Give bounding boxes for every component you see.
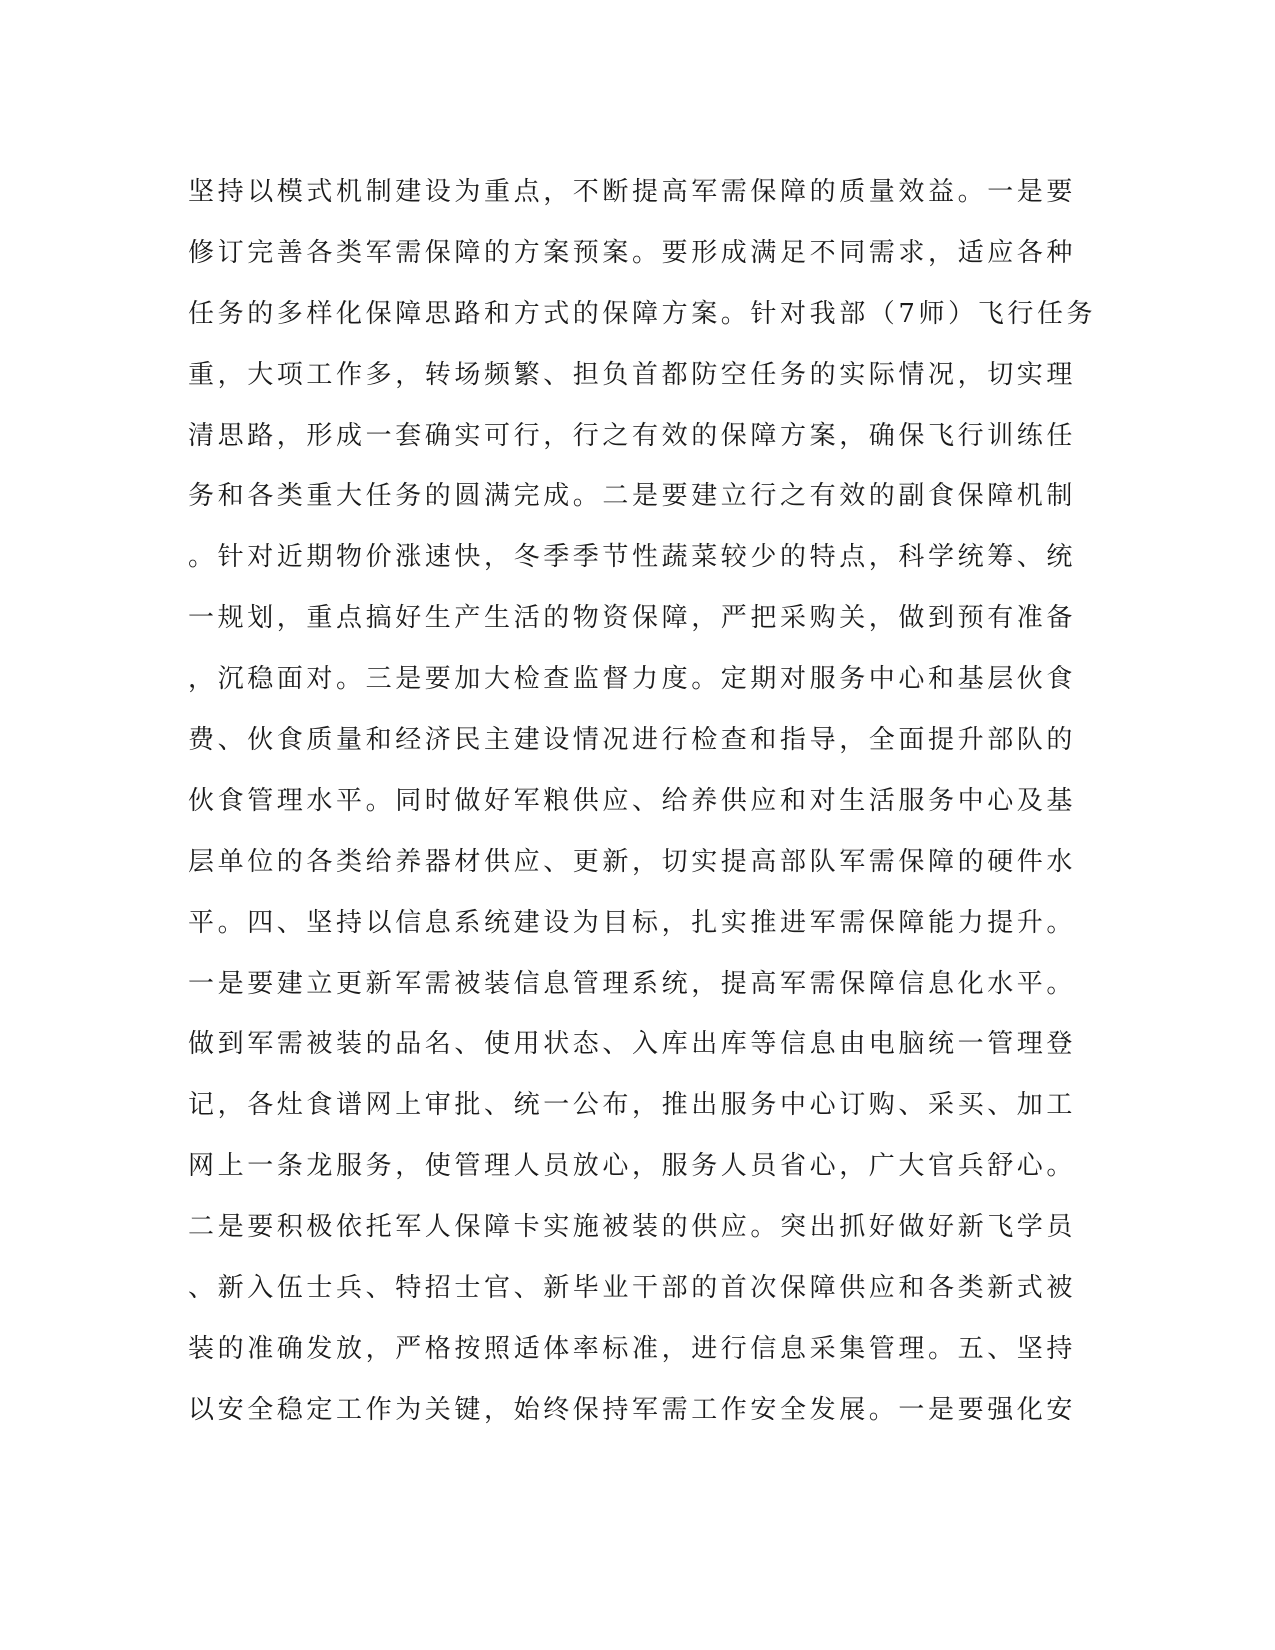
text-line: 平。四、坚持以信息系统建设为目标，扎实推进军需保障能力提升。 [188, 907, 1077, 938]
text-line: 层单位的各类给养器材供应、更新，切实提高部队军需保障的硬件水 [188, 846, 1077, 877]
text-line: 二是要积极依托军人保障卡实施被装的供应。突出抓好做好新飞学员 [188, 1212, 1077, 1243]
text-line: 重，大项工作多，转场频繁、担负首都防空任务的实际情况，切实理 [188, 359, 1077, 390]
text-line: 装的准确发放，严格按照适体率标准，进行信息采集管理。五、坚持 [188, 1333, 1077, 1364]
text-line: 记，各灶食谱网上审批、统一公布，推出服务中心订购、采买、加工 [188, 1090, 1077, 1121]
text-line: 、新入伍士兵、特招士官、新毕业干部的首次保障供应和各类新式被 [188, 1273, 1077, 1304]
text-line: 伙食管理水平。同时做好军粮供应、给养供应和对生活服务中心及基 [188, 785, 1077, 816]
text-line: 任务的多样化保障思路和方式的保障方案。针对我部（7师）飞行任务 [188, 298, 1097, 329]
text-line: 做到军需被装的品名、使用状态、入库出库等信息由电脑统一管理登 [188, 1029, 1077, 1060]
text-line: 修订完善各类军需保障的方案预案。要形成满足不同需求，适应各种 [188, 237, 1077, 268]
text-line: ，沉稳面对。三是要加大检查监督力度。定期对服务中心和基层伙食 [188, 664, 1077, 695]
text-line: 。针对近期物价涨速快，冬季季节性蔬菜较少的特点，科学统筹、统 [188, 542, 1077, 573]
text-line: 清思路，形成一套确实可行，行之有效的保障方案，确保飞行训练任 [188, 420, 1077, 451]
text-line: 一是要建立更新军需被装信息管理系统，提高军需保障信息化水平。 [188, 968, 1077, 999]
text-line: 务和各类重大任务的圆满完成。二是要建立行之有效的副食保障机制 [188, 481, 1077, 512]
text-line: 网上一条龙服务，使管理人员放心，服务人员省心，广大官兵舒心。 [188, 1151, 1077, 1182]
text-line: 一规划，重点搞好生产生活的物资保障，严把采购关，做到预有准备 [188, 603, 1077, 634]
text-line: 费、伙食质量和经济民主建设情况进行检查和指导，全面提升部队的 [188, 725, 1077, 756]
body-text [188, 162, 1097, 1441]
text-line: 坚持以模式机制建设为重点，不断提高军需保障的质量效益。一是要 [188, 177, 1077, 207]
text-line: 以安全稳定工作为关键，始终保持军需工作安全发展。一是要强化安 [188, 1394, 1077, 1425]
